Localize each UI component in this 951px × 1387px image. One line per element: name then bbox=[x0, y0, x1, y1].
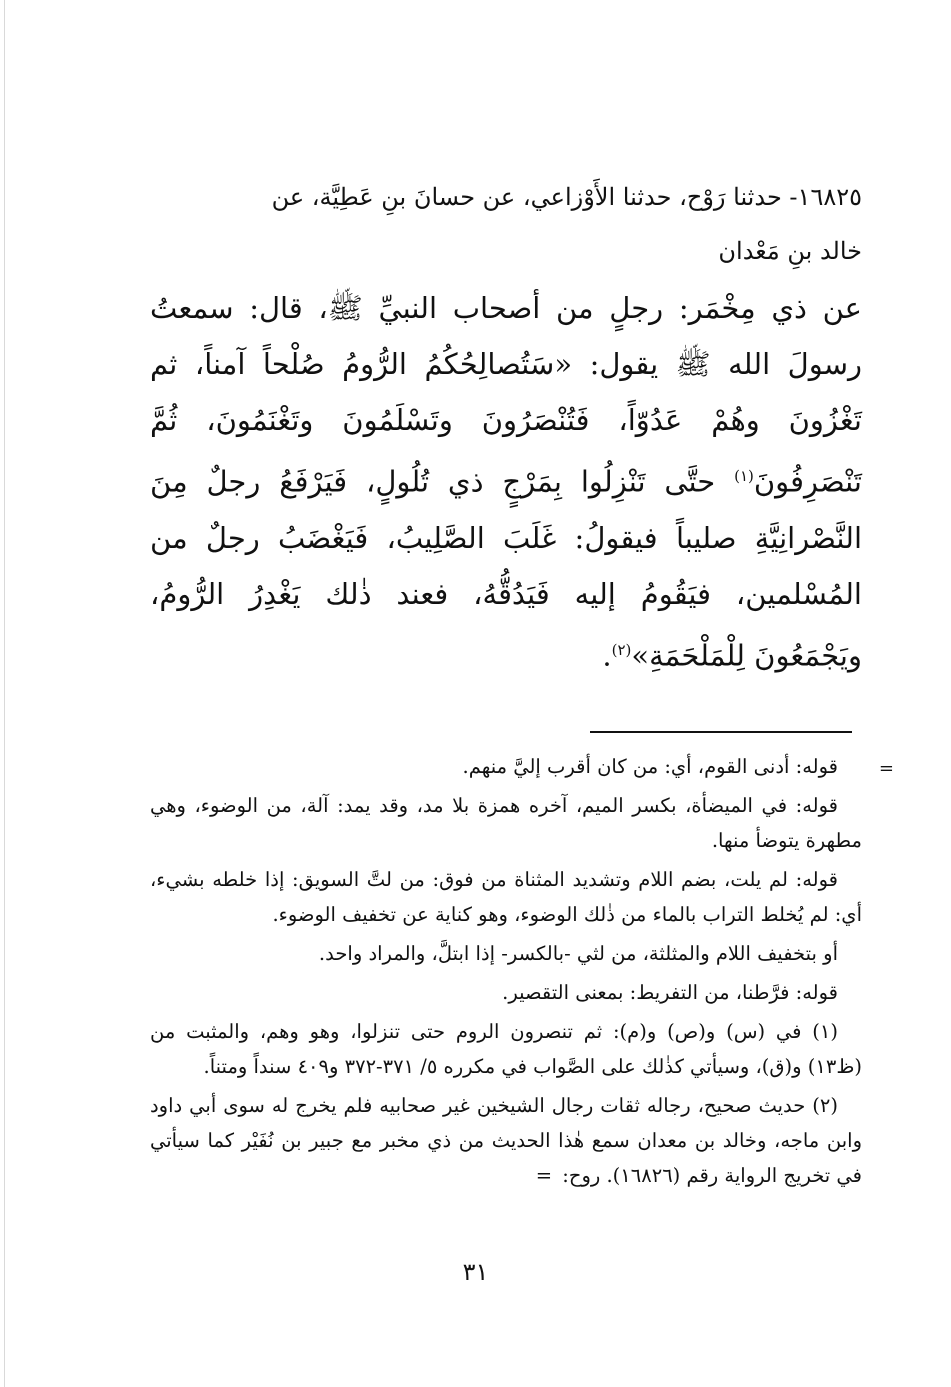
footnote-separator bbox=[590, 731, 852, 733]
footnote-paragraph: قوله: أدنى القوم، أي: من كان أقرب إليَّ منهم. bbox=[462, 755, 838, 779]
isnad-line-2: خالد بنِ مَعْدان bbox=[718, 237, 862, 265]
page-body bbox=[150, 170, 894, 1197]
footnote-paragraph: قوله: فرَّطنا، من التفريط: بمعنى التقصير. bbox=[502, 981, 838, 1005]
footnote-paragraph: قوله: في الميضأة، بكسر الميم، آخره همزة بلا مد، وقد يمد: آلة، من الوضوء، وهي مطهرة يتوضأ منها. bbox=[150, 794, 862, 853]
hadith-matn bbox=[150, 280, 862, 683]
continued-mark: = bbox=[535, 1164, 553, 1188]
footnote-paragraph: قوله: لم يلت، بضم اللام وتشديد المثناة من فوق: من لتَّ السويق: إذا خلطه بشيء، أي: لم يُخلط التراب بالماء من ذٰلك الوضوء، وهو كناية عن تخفيف الوضوء. bbox=[150, 868, 862, 927]
footnote-1: (١) في (س) و(ص) و(م): ثم تنصرون الروم حتى تنزلوا، وهو وهم، والمثبت من (ظ١٣) و(ق)، وسيأتي كذٰلك على الصَّواب في مكرره ٥/ ٣٧١-٣٧٢ و٤٠٩ سنداً ومتناً. bbox=[150, 1020, 862, 1079]
footnote-separator-wrap bbox=[150, 731, 862, 733]
footnote-ref-2: (٢) bbox=[611, 640, 632, 659]
page-edge-line bbox=[4, 0, 5, 1387]
footnote-2 bbox=[150, 1088, 862, 1193]
footnote-ref-1: (١) bbox=[734, 467, 754, 485]
hadith-isnad bbox=[150, 170, 862, 278]
continuation-mark: = bbox=[878, 758, 894, 780]
matn-end-punctuation: . bbox=[602, 638, 612, 673]
page-number: ٣١ bbox=[462, 1258, 489, 1286]
footnotes-section bbox=[150, 749, 894, 1193]
matn-text-continued: حتَّى تَنْزِلُوا بِمَرْجٍ ذي تُلُولٍ، فَيَرْفَعُ رجلٌ مِنَ النَّصْرانِيَّةِ صليباً فيقولُ: غَلَبَ الصَّلِيبُ، فَيَغْضَبُ رجلٌ من المُسْلمين، فيَقُومُ إليه فَيَدُقُّهُ، فعند ذٰلك يَغْدِرُ الرُّومُ، ويَجْمَعُونَ لِلْمَلْحَمَةِ» bbox=[150, 464, 862, 673]
footnote-paragraph: أو بتخفيف اللام والمثلثة، من لثي -بالكسر- إذا ابتلَّ، والمراد واحد. bbox=[318, 942, 838, 966]
footnote-2-text: (٢) حديث صحيح، رجاله ثقات رجال الشيخين غير صحابيه فلم يخرج له سوى أبي داود وابن ماجه، وخالد بن معدان سمع هٰذا الحديث من ذي مخبر مع جبير بن نُفَيْر كما سيأتي في تخريج الرواية رقم (١٦٨٢٦). روح: bbox=[150, 1094, 862, 1188]
isnad-line-1: ١٦٨٢٥- حدثنا رَوْح، حدثنا الأَوْزاعي، عن حسانَ بنِ عَطِيَّة، عن bbox=[271, 183, 862, 211]
matn-text: عن ذي مِخْمَر: رجلٍ من أصحاب النبيِّ ﷺ، قال: سمعتُ رسولَ الله ﷺ يقول: «سَتُصالِحُكُمُ الرُّومُ صُلْحاً آمناً، ثم تَغْزُونَ وهُمْ عَدُوّاً، فَتُنْصَرُونَ وتَسْلَمُونَ وتَغْنَمُونَ، ثُمَّ تَنْصَرِفُونَ bbox=[150, 291, 862, 499]
